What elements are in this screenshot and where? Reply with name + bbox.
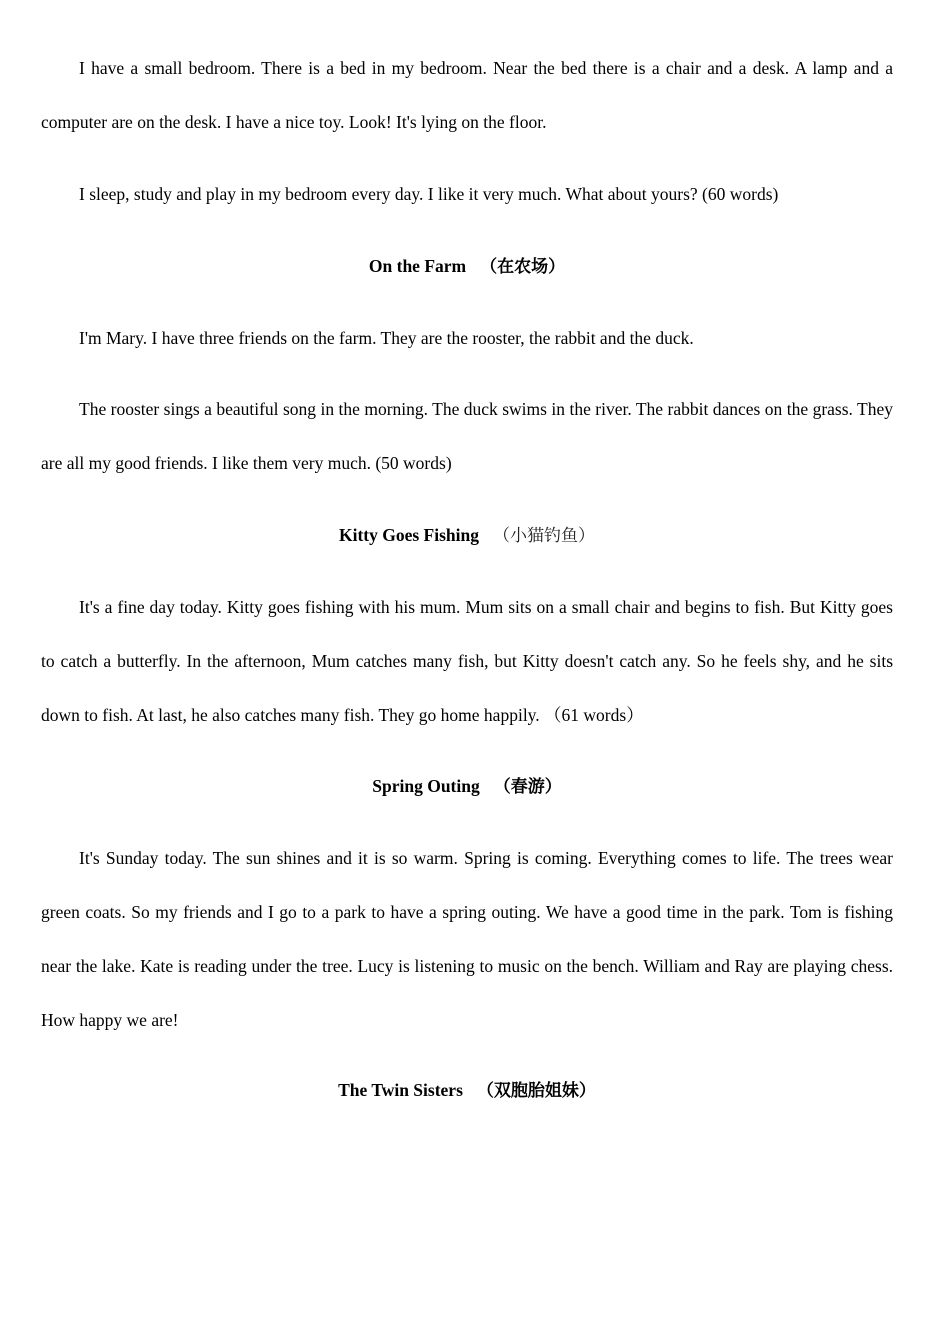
farm-paragraph-2: The rooster sings a beautiful song in the morning. The duck swims in the river. The rabbit dances on the grass. They are all my good friends. I like them very much. (50 words) [41, 399, 893, 473]
farm-title: On the Farm [368, 256, 467, 276]
spring-title: Spring Outing [372, 776, 480, 796]
bedroom-paragraph-2: I sleep, study and play in my bedroom every day. I like it very much. What about yours? (60 words) [79, 184, 779, 204]
kitty-heading [41, 508, 893, 563]
farm-title-cn: （在农场） [480, 257, 566, 277]
farm-heading [41, 239, 893, 294]
spring-title-cn: （春游） [493, 777, 562, 797]
farm-paragraph-1: I'm Mary. I have three friends on the farm. They are the rooster, the rabbit and the duck. [79, 328, 694, 348]
kitty-title-cn: （小猫钓鱼） [493, 526, 595, 546]
twins-title-cn: （双胞胎姐妹） [476, 1081, 596, 1101]
spring-heading [41, 759, 893, 814]
kitty-title: Kitty Goes Fishing [338, 525, 479, 545]
kitty-paragraph-1: It's a fine day today. Kitty goes fishing with his mum. Mum sits on a small chair and begins to fish. But Kitty goes to catch a butterfly. In the afternoon, Mum catches many fish, but Kitty doesn't catch any. So he feels shy, and he sits down to fish. At last, he also catches many fish. They go home happily. （61 words） [41, 597, 893, 725]
bedroom-paragraph-1: I have a small bedroom. There is a bed in my bedroom. Near the bed there is a chair and a desk. A lamp and a computer are on the desk. I have a nice toy. Look! It's lying on the floor. [41, 58, 893, 132]
twins-heading [41, 1063, 893, 1118]
spring-paragraph-1: It's Sunday today. The sun shines and it is so warm. Spring is coming. Everything comes to life. The trees wear green coats. So my friends and I go to a park to have a spring outing. We have a good time in the park. Tom is fishing near the lake. Kate is reading under the tree. Lucy is listening to music on the bench. William and Ray are playing chess. How happy we are! [41, 848, 893, 1030]
twins-title: The Twin Sisters [338, 1080, 463, 1100]
